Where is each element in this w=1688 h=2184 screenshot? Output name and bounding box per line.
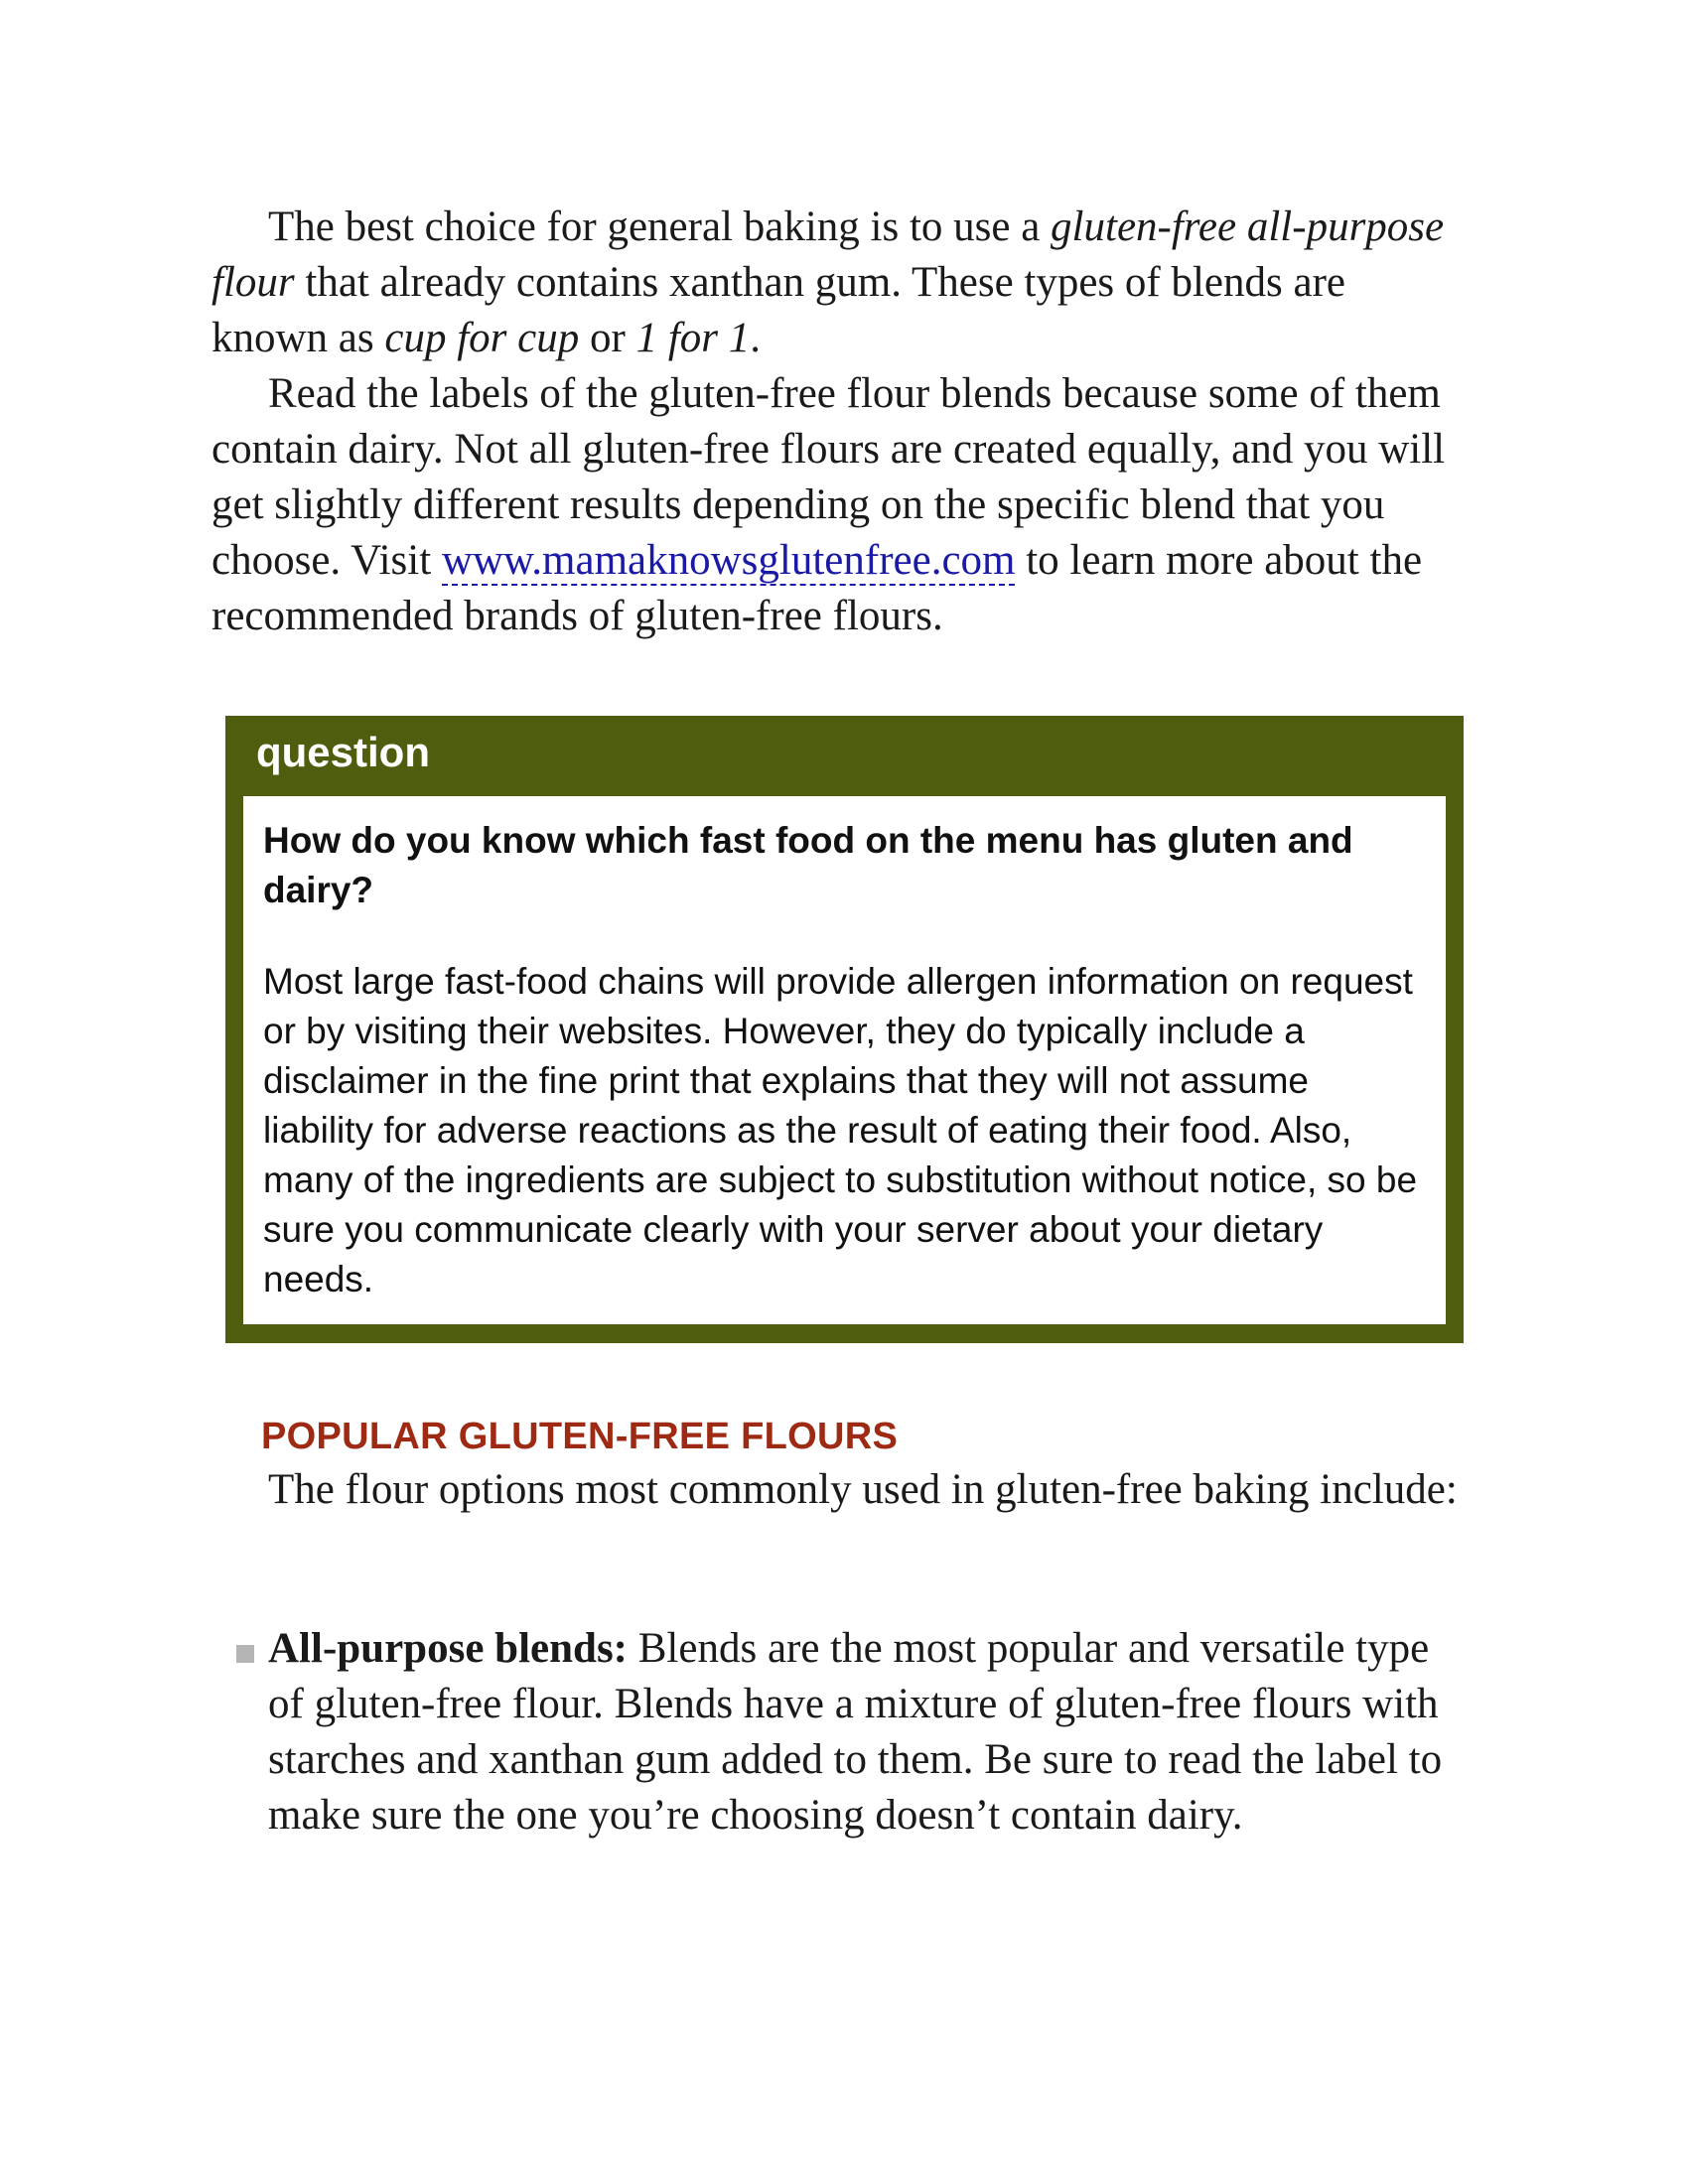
question-label: question bbox=[256, 729, 430, 775]
bullet-description: Blends are the most popular and versatile type of gluten-free flour. Blends have a mixture of gluten-free flours with starches and xanthan gum added to them. Be sure to read the label to make sure the one you’re choosing doesn’t contain dairy. bbox=[268, 1625, 1443, 1839]
bullet-term: All-purpose blends: bbox=[268, 1625, 628, 1672]
paragraph-text: . bbox=[750, 315, 761, 361]
question-content bbox=[243, 796, 1446, 1324]
body-paragraph-read-labels bbox=[211, 366, 1468, 644]
paragraph-text: to learn more about the recommended brands of gluten-free flours. bbox=[211, 537, 1423, 639]
paragraph-text: Read the labels of the gluten-free flour blends because some of them contain dairy. Not all gluten-free flours are created equally, and you will get slightly different results depending on the specific blend that you choose. Visit bbox=[211, 370, 1446, 584]
paragraph-text: or bbox=[579, 315, 636, 361]
section-heading: POPULAR GLUTEN-FREE FLOURS bbox=[261, 1416, 899, 1457]
list-item-all-purpose-blends bbox=[211, 1621, 1468, 1843]
italic-term-cup-for-cup: cup for cup bbox=[384, 315, 580, 361]
italic-term-1-for-1: 1 for 1 bbox=[635, 315, 751, 361]
italic-term-all-purpose-flour: gluten-free all-purpose flour bbox=[211, 204, 1445, 306]
paragraph-text: The best choice for general baking is to use a bbox=[268, 204, 1052, 250]
list-item-text bbox=[268, 1621, 1468, 1843]
question-answer: Most large fast-food chains will provide allergen information on request or by visiting their websites. However, they do typically include a disclaimer in the fine print that explains that they will not assume liability for adverse reactions as the result of eating their food. Also, many of the ingredients are subject to substitution without notice, so be sure you communicate clearly with your server about your dietary needs. bbox=[263, 961, 1418, 1299]
section-intro-paragraph: The flour options most commonly used in gluten-free baking include: bbox=[268, 1466, 1458, 1513]
square-bullet-icon bbox=[236, 1645, 254, 1663]
paragraph-text: that already contains xanthan gum. These types of blends are known as bbox=[211, 259, 1345, 361]
question-sidebar bbox=[225, 716, 1464, 1343]
question-heading: How do you know which fast food on the menu has gluten and dairy? bbox=[263, 820, 1353, 910]
website-link[interactable]: www.mamaknowsglutenfree.com bbox=[441, 537, 1016, 584]
body-paragraph-gluten-free-flour bbox=[211, 200, 1468, 366]
